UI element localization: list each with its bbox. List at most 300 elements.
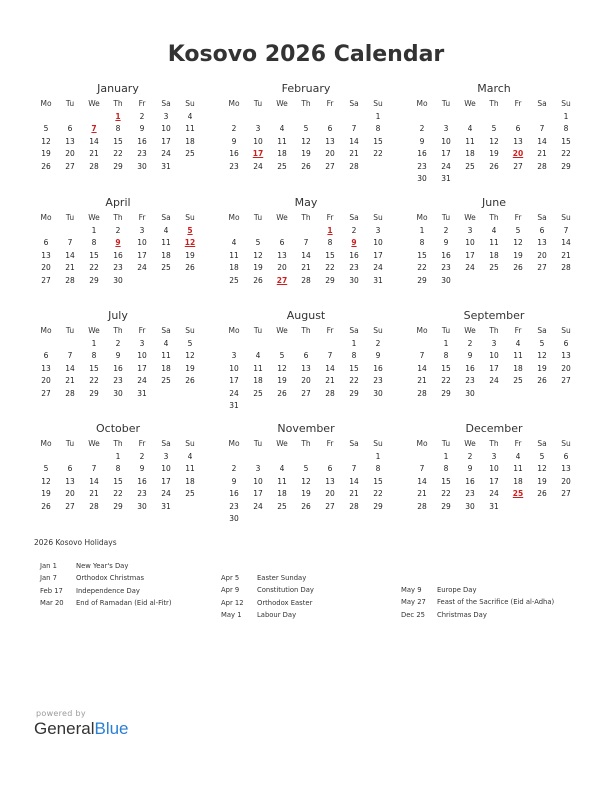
day-cell: 2: [443, 225, 449, 235]
day-cell: 31: [137, 388, 147, 398]
day-cell: 9: [139, 464, 145, 473]
month-name: April: [105, 196, 131, 209]
day-cell: 24: [161, 489, 171, 498]
day-cell: 14: [325, 363, 335, 373]
weekday-header: Su: [561, 439, 571, 448]
holiday-day: 25: [512, 489, 524, 498]
empty-cell: [270, 451, 294, 464]
empty-cell: [58, 111, 82, 124]
weekday-header: Th: [301, 326, 311, 335]
day-cell: 12: [41, 136, 51, 146]
day-cell: 22: [561, 149, 571, 158]
day-cell: 12: [277, 363, 287, 373]
day-cell: 11: [161, 238, 171, 247]
day-cell: 18: [253, 376, 263, 385]
holiday-date: May 27: [401, 598, 426, 607]
day-cell: 13: [325, 136, 335, 146]
month-august: [222, 309, 390, 413]
day-cell: 8: [443, 351, 449, 360]
day-cell: 18: [465, 149, 475, 158]
empty-cell: [294, 225, 318, 238]
weekday-header: Mo: [416, 326, 428, 335]
day-cell: 6: [67, 464, 73, 473]
day-cell: 15: [373, 476, 383, 486]
weekday-header: Sa: [537, 99, 547, 108]
day-cell: 19: [185, 250, 195, 260]
day-cell: 21: [89, 149, 99, 158]
month-october: [34, 422, 202, 513]
day-cell: 4: [163, 338, 169, 348]
day-cell: 28: [301, 275, 311, 285]
day-cell: 25: [161, 263, 171, 272]
day-cell: 26: [277, 388, 287, 398]
day-cell: 24: [489, 489, 499, 498]
day-cell: 14: [349, 136, 359, 146]
weekday-header: Sa: [161, 99, 171, 108]
weekday-header: Th: [489, 439, 499, 448]
empty-cell: [294, 338, 318, 351]
day-cell: 6: [327, 124, 333, 133]
day-cell: 27: [537, 263, 547, 272]
day-cell: 28: [325, 388, 335, 398]
day-cell: 13: [41, 363, 51, 373]
day-cell: 25: [465, 161, 475, 171]
holiday-date: Jan 1: [40, 562, 57, 570]
day-cell: 20: [277, 263, 287, 272]
day-cell: 12: [537, 464, 547, 473]
day-cell: 15: [441, 476, 451, 486]
day-cell: 2: [351, 225, 357, 235]
day-cell: 8: [115, 124, 121, 133]
weekday-header: We: [88, 213, 100, 222]
day-cell: 3: [255, 124, 261, 133]
month-april: [34, 196, 202, 287]
month-january: [34, 82, 202, 173]
day-cell: 7: [67, 238, 73, 247]
day-cell: 30: [137, 161, 147, 171]
day-cell: 26: [185, 376, 195, 385]
day-cell: 18: [185, 476, 195, 486]
weekday-header: Tu: [65, 213, 75, 222]
empty-cell: [530, 111, 554, 124]
month-grid: [34, 212, 202, 287]
day-cell: 29: [349, 388, 359, 398]
day-cell: 31: [161, 501, 171, 511]
brand-general: General: [34, 719, 95, 738]
day-cell: 23: [229, 501, 239, 511]
day-cell: 26: [489, 161, 499, 171]
holiday-name: Constitution Day: [257, 586, 314, 595]
day-cell: 13: [277, 250, 287, 260]
empty-cell: [82, 111, 106, 124]
day-cell: 18: [161, 363, 171, 373]
day-cell: 18: [513, 476, 523, 486]
weekday-header: We: [276, 326, 288, 335]
day-cell: 1: [91, 338, 97, 348]
day-cell: 16: [137, 136, 147, 146]
day-cell: 29: [113, 161, 123, 171]
day-cell: 22: [349, 376, 359, 385]
day-cell: 30: [373, 388, 383, 398]
month-may: [222, 196, 390, 287]
empty-cell: [318, 111, 342, 124]
day-cell: 3: [443, 124, 449, 133]
day-cell: 10: [161, 464, 171, 473]
holiday-item: [40, 597, 172, 609]
empty-cell: [294, 111, 318, 124]
holiday-day: 5: [187, 225, 193, 235]
day-cell: 23: [465, 489, 475, 498]
day-cell: 26: [301, 501, 311, 511]
day-cell: 23: [373, 376, 383, 385]
weekday-header: Su: [373, 99, 383, 108]
day-cell: 23: [349, 263, 359, 272]
holiday-name: End of Ramadan (Eid al-Fitr): [76, 598, 172, 607]
day-cell: 26: [253, 275, 263, 285]
day-cell: 5: [491, 124, 497, 133]
weekday-header: Th: [113, 439, 123, 448]
day-cell: 8: [91, 238, 97, 247]
day-cell: 6: [563, 451, 569, 461]
day-cell: 22: [441, 489, 451, 498]
day-cell: 9: [231, 136, 237, 146]
day-cell: 10: [253, 136, 263, 146]
day-cell: 20: [561, 363, 571, 373]
weekday-header: Th: [301, 439, 311, 448]
day-cell: 31: [229, 401, 239, 410]
day-cell: 5: [303, 124, 309, 133]
day-cell: 10: [137, 351, 147, 360]
day-cell: 30: [349, 275, 359, 285]
day-cell: 5: [255, 238, 261, 247]
day-cell: 24: [137, 263, 147, 272]
month-grid: [410, 98, 578, 186]
day-cell: 22: [89, 376, 99, 385]
day-cell: 23: [441, 263, 451, 272]
weekday-header: Su: [561, 326, 571, 335]
day-cell: 10: [161, 124, 171, 133]
day-cell: 24: [161, 149, 171, 158]
day-cell: 6: [539, 225, 545, 235]
day-cell: 13: [325, 476, 335, 486]
day-cell: 2: [467, 338, 473, 348]
day-cell: 22: [417, 263, 427, 272]
holiday-day: 17: [252, 149, 264, 158]
weekday-header: Sa: [161, 439, 171, 448]
weekday-header: Th: [301, 213, 311, 222]
day-cell: 7: [419, 351, 425, 360]
day-cell: 3: [255, 464, 261, 473]
day-cell: 25: [229, 275, 239, 285]
weekday-header: We: [88, 326, 100, 335]
day-cell: 3: [491, 338, 497, 348]
day-cell: 3: [467, 225, 473, 235]
month-name: June: [482, 196, 506, 209]
holiday-item: [40, 585, 172, 597]
day-cell: 24: [441, 161, 451, 171]
day-cell: 21: [65, 263, 75, 272]
day-cell: 20: [325, 149, 335, 158]
day-cell: 7: [91, 464, 97, 473]
day-cell: 1: [443, 338, 449, 348]
day-cell: 18: [513, 363, 523, 373]
day-cell: 24: [253, 501, 263, 511]
day-cell: 19: [253, 263, 263, 272]
month-december: [410, 422, 578, 513]
day-cell: 22: [373, 489, 383, 498]
holidays-title: 2026 Kosovo Holidays: [34, 538, 117, 547]
month-name: August: [286, 309, 326, 322]
holiday-item: [221, 597, 314, 609]
empty-cell: [270, 225, 294, 238]
weekday-header: We: [276, 213, 288, 222]
day-cell: 20: [41, 263, 51, 272]
day-cell: 24: [229, 388, 239, 398]
holiday-name: Christmas Day: [437, 610, 487, 619]
day-cell: 4: [515, 338, 521, 348]
day-cell: 20: [537, 250, 547, 260]
day-cell: 9: [375, 351, 381, 360]
weekday-header: Fr: [326, 99, 334, 108]
day-cell: 20: [301, 376, 311, 385]
day-cell: 14: [65, 363, 75, 373]
day-cell: 26: [41, 161, 51, 171]
weekday-header: Th: [113, 326, 123, 335]
day-cell: 14: [561, 238, 571, 247]
day-cell: 6: [279, 238, 285, 247]
month-grid: [34, 438, 202, 513]
day-cell: 25: [277, 501, 287, 511]
day-cell: 21: [537, 149, 547, 158]
day-cell: 22: [113, 149, 123, 158]
day-cell: 25: [513, 376, 523, 385]
day-cell: 14: [417, 476, 427, 486]
day-cell: 16: [441, 250, 451, 260]
month-grid: [222, 98, 390, 173]
day-cell: 22: [325, 263, 335, 272]
day-cell: 26: [537, 376, 547, 385]
day-cell: 28: [561, 263, 571, 272]
day-cell: 29: [325, 275, 335, 285]
holiday-name: Independence Day: [76, 586, 140, 595]
day-cell: 11: [277, 476, 287, 486]
weekday-header: Su: [185, 326, 195, 335]
weekday-header: Fr: [138, 99, 146, 108]
day-cell: 8: [375, 124, 381, 133]
month-july: [34, 309, 202, 400]
holiday-date: Apr 12: [221, 598, 244, 607]
day-cell: 8: [419, 238, 425, 247]
day-cell: 18: [185, 136, 195, 146]
day-cell: 17: [137, 363, 147, 373]
holiday-item: [221, 609, 314, 621]
day-cell: 2: [231, 124, 237, 133]
day-cell: 25: [185, 489, 195, 498]
day-cell: 1: [563, 111, 569, 121]
weekday-header: Su: [561, 213, 571, 222]
day-cell: 19: [513, 250, 523, 260]
weekday-header: Sa: [537, 326, 547, 335]
day-cell: 31: [373, 275, 383, 285]
empty-cell: [482, 111, 506, 124]
day-cell: 4: [255, 351, 261, 360]
day-cell: 29: [89, 388, 99, 398]
day-cell: 16: [465, 363, 475, 373]
day-cell: 27: [561, 489, 571, 498]
empty-cell: [246, 111, 270, 124]
day-cell: 7: [327, 351, 333, 360]
day-cell: 4: [163, 225, 169, 235]
day-cell: 4: [515, 451, 521, 461]
day-cell: 28: [349, 161, 359, 171]
day-cell: 28: [537, 161, 547, 171]
day-cell: 2: [115, 225, 121, 235]
day-cell: 19: [277, 376, 287, 385]
day-cell: 7: [419, 464, 425, 473]
day-cell: 23: [113, 376, 123, 385]
day-cell: 14: [89, 136, 99, 146]
month-june: [410, 196, 578, 287]
day-cell: 28: [65, 388, 75, 398]
day-cell: 16: [465, 476, 475, 486]
day-cell: 16: [349, 250, 359, 260]
day-cell: 18: [229, 263, 239, 272]
empty-cell: [410, 111, 434, 124]
day-cell: 21: [89, 489, 99, 498]
empty-cell: [222, 111, 246, 124]
holiday-name: Orthodox Christmas: [76, 574, 144, 583]
day-cell: 24: [253, 161, 263, 171]
weekday-header: Sa: [537, 213, 547, 222]
day-cell: 9: [139, 124, 145, 133]
day-cell: 17: [161, 136, 171, 146]
month-february: [222, 82, 390, 173]
day-cell: 25: [489, 263, 499, 272]
empty-cell: [318, 451, 342, 464]
day-cell: 19: [41, 489, 51, 498]
month-grid: [34, 98, 202, 173]
day-cell: 6: [303, 351, 309, 360]
day-cell: 13: [65, 136, 75, 146]
day-cell: 8: [91, 351, 97, 360]
day-cell: 23: [229, 161, 239, 171]
day-cell: 6: [327, 464, 333, 473]
day-cell: 20: [561, 476, 571, 486]
weekday-header: Fr: [514, 326, 522, 335]
weekday-header: Mo: [416, 439, 428, 448]
weekday-header: Tu: [253, 326, 263, 335]
month-name: February: [281, 82, 331, 95]
holiday-item: [401, 609, 554, 621]
day-cell: 16: [373, 363, 383, 373]
day-cell: 1: [91, 225, 97, 235]
day-cell: 14: [417, 363, 427, 373]
month-grid: [410, 212, 578, 287]
empty-cell: [34, 111, 58, 124]
day-cell: 27: [561, 376, 571, 385]
day-cell: 21: [561, 250, 571, 260]
weekday-header: Sa: [161, 326, 171, 335]
day-cell: 13: [65, 476, 75, 486]
day-cell: 23: [113, 263, 123, 272]
holiday-date: May 1: [221, 610, 242, 619]
day-cell: 11: [185, 464, 195, 473]
day-cell: 27: [325, 501, 335, 511]
day-cell: 20: [41, 376, 51, 385]
day-cell: 2: [419, 124, 425, 133]
weekday-header: Mo: [40, 213, 52, 222]
month-november: [222, 422, 390, 526]
month-grid: [410, 325, 578, 400]
day-cell: 3: [163, 111, 169, 121]
day-cell: 13: [561, 464, 571, 473]
day-cell: 13: [537, 238, 547, 247]
day-cell: 19: [489, 149, 499, 158]
day-cell: 7: [563, 225, 569, 235]
day-cell: 9: [419, 136, 425, 146]
weekday-header: Mo: [40, 326, 52, 335]
day-cell: 19: [537, 476, 547, 486]
holiday-day: 1: [115, 111, 121, 121]
day-cell: 17: [373, 250, 383, 260]
day-cell: 17: [489, 363, 499, 373]
day-cell: 29: [113, 501, 123, 511]
day-cell: 22: [373, 149, 383, 158]
weekday-header: Mo: [416, 99, 428, 108]
day-cell: 21: [417, 376, 427, 385]
holiday-name: Labour Day: [257, 610, 297, 619]
month-name: May: [294, 196, 318, 209]
month-name: December: [465, 422, 523, 435]
weekday-header: Tu: [441, 326, 451, 335]
day-cell: 16: [229, 489, 239, 498]
day-cell: 4: [279, 464, 285, 473]
day-cell: 17: [137, 250, 147, 260]
day-cell: 6: [515, 124, 521, 133]
holiday-date: Apr 5: [221, 574, 240, 582]
weekday-header: Tu: [65, 439, 75, 448]
day-cell: 21: [417, 489, 427, 498]
day-cell: 14: [89, 476, 99, 486]
day-cell: 18: [489, 250, 499, 260]
day-cell: 4: [491, 225, 497, 235]
weekday-header: We: [88, 439, 100, 448]
month-name: March: [477, 82, 511, 95]
day-cell: 5: [279, 351, 285, 360]
holiday-name: Europe Day: [437, 586, 477, 594]
day-cell: 19: [41, 149, 51, 158]
day-cell: 13: [513, 136, 523, 146]
holiday-name: Orthodox Easter: [257, 598, 313, 607]
day-cell: 15: [89, 363, 99, 373]
holiday-column: [221, 572, 314, 621]
day-cell: 25: [253, 388, 263, 398]
day-cell: 31: [489, 501, 499, 511]
day-cell: 29: [441, 388, 451, 398]
day-cell: 26: [301, 161, 311, 171]
day-cell: 12: [513, 238, 523, 247]
empty-cell: [410, 338, 434, 351]
empty-cell: [458, 111, 482, 124]
holiday-date: Mar 20: [40, 598, 64, 607]
holiday-date: Dec 25: [401, 610, 425, 619]
weekday-header: Th: [301, 99, 311, 108]
holiday-name: Feast of the Sacrifice (Eid al-Adha): [437, 598, 555, 607]
holiday-item: [401, 584, 554, 596]
weekday-header: Mo: [40, 99, 52, 108]
day-cell: 23: [465, 376, 475, 385]
day-cell: 2: [115, 338, 121, 348]
